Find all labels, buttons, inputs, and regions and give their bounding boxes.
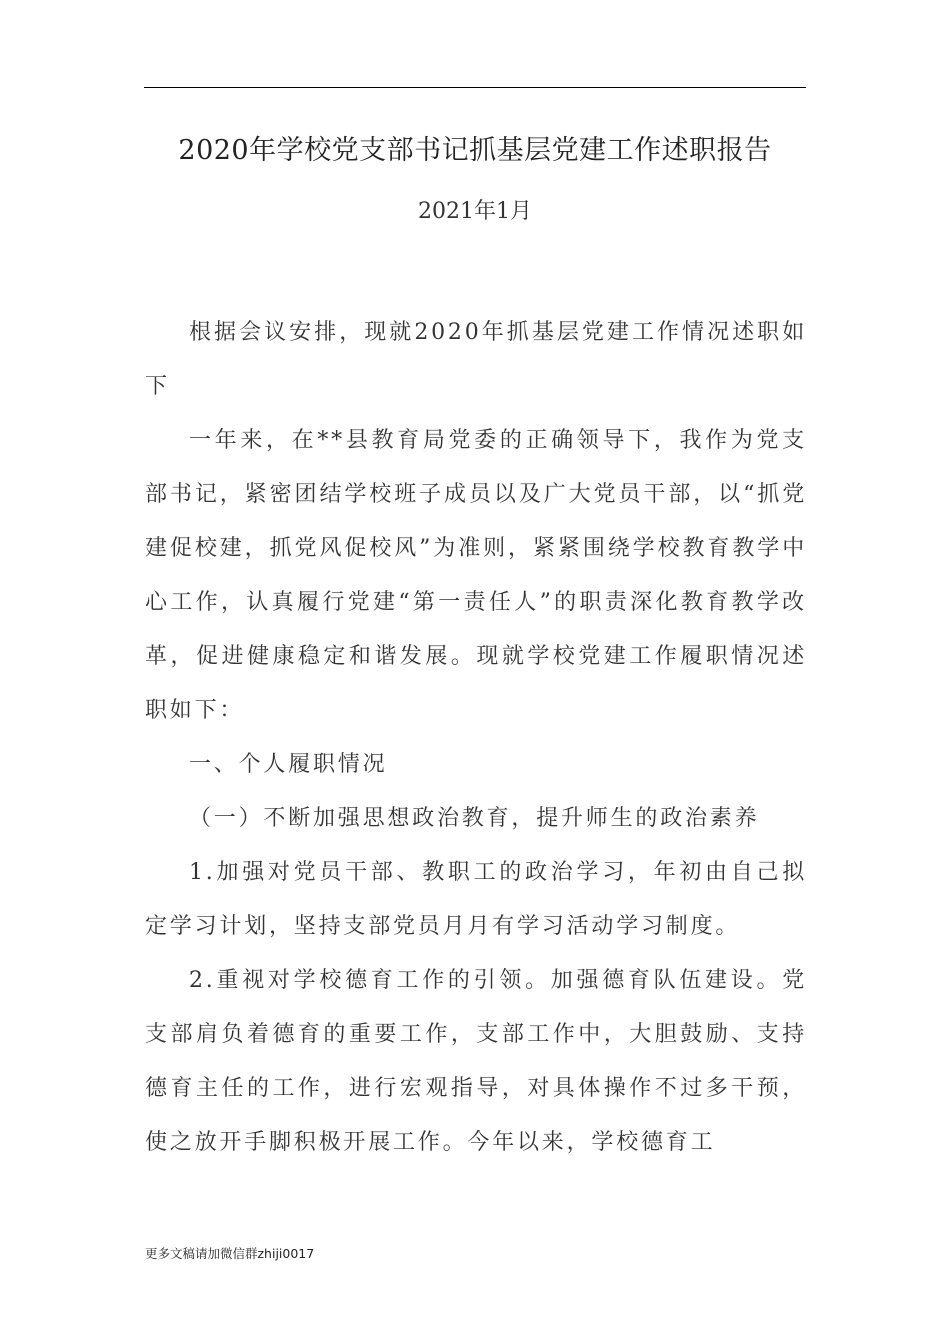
paragraph-item-1: 1.加强对党员干部、教职工的政治学习，年初由自己拟定学习计划，坚持支部党员月月有学习活动学习制度。 xyxy=(145,860,807,939)
section-heading-1: 一、个人履职情况 xyxy=(189,752,388,777)
footer-note: 更多文稿请加微信群zhiji0017 xyxy=(145,1246,315,1261)
document-title: 2020年学校党支部书记抓基层党建工作述职报告 xyxy=(178,135,772,166)
document-date: 2021年1月 xyxy=(418,199,532,224)
subsection-heading-1: （一）不断加强思想政治教育，提升师生的政治素养 xyxy=(189,806,760,831)
paragraph-overview: 一年来，在**县教育局党委的正确领导下，我作为党支部书记，紧密团结学校班子成员以及广大党员干部，以“抓党建促校建，抓党风促校风”为准则，紧紧围绕学校教育教学中心工作，认真履行党建“第一责任人”的职责深化教育教学改革，促进健康稳定和谐发展。现就学校党建工作履职情况述职如下： xyxy=(145,428,807,723)
paragraph-intro: 根据会议安排，现就2020年抓基层党建工作情况述职如下 xyxy=(145,320,807,399)
document-body xyxy=(145,306,807,1170)
header-rule xyxy=(144,87,806,88)
paragraph-item-2: 2.重视对学校德育工作的引领。加强德育队伍建设。党支部肩负着德育的重要工作，支部工作中，大胆鼓励、支持德育主任的工作，进行宏观指导，对具体操作不过多干预，使之放开手脚积极开展工作。今年以来，学校德育工 xyxy=(145,968,807,1155)
